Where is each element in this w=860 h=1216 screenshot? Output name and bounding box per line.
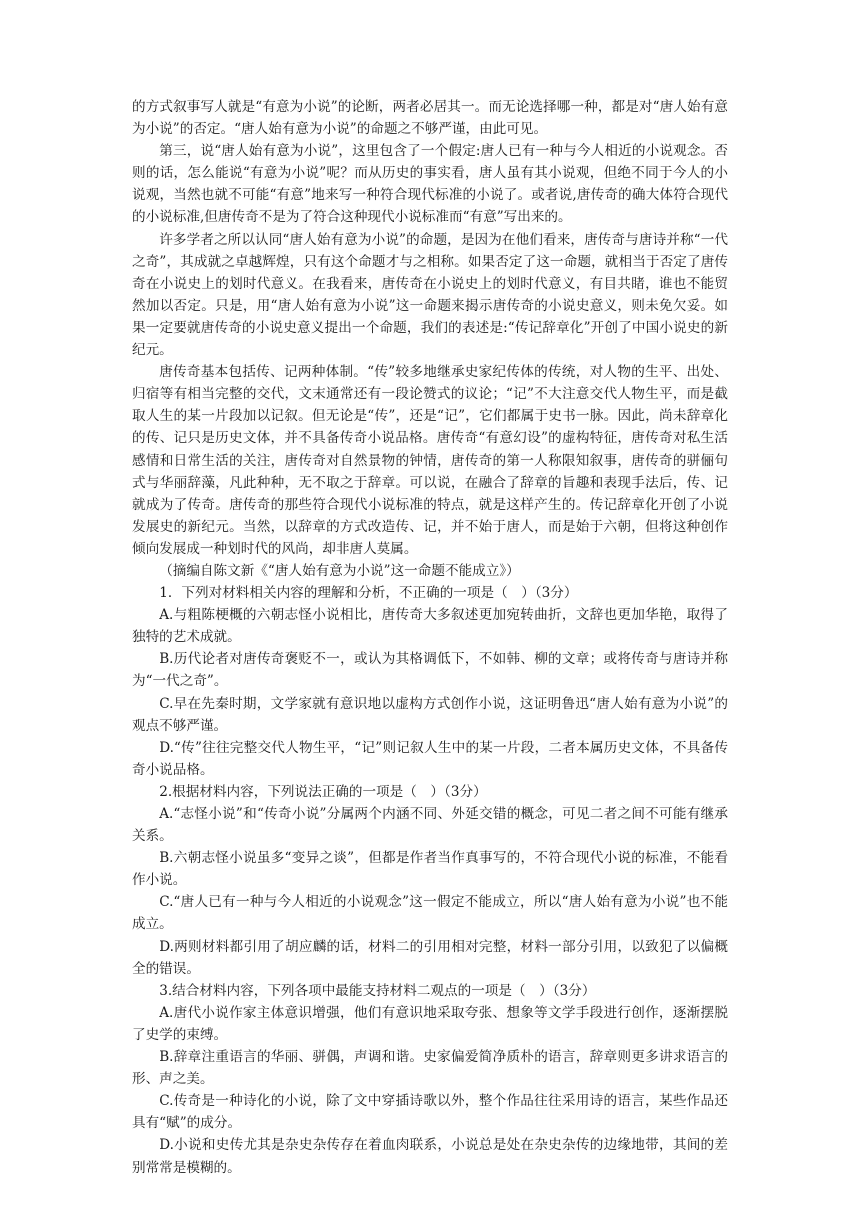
question-1: 1．下列对材料相关内容的理解和分析，不正确的一项是（ ）（3分）: [159, 585, 578, 602]
q2-option-c: C.“唐人已有一种与今人相近的小说观念”这一假定不能成立，所以“唐人始有意为小说”也不能成立。: [132, 894, 728, 933]
paragraph-third-point: 第三，说“唐人始有意为小说”，这里包含了一个假定:唐人已有一种与今人相近的小说观念。否则的话，怎么能说“有意为小说”呢？而从历史的事实看，唐人虽有其小说观，但绝不同于今人的小说观，当然也就不可能“有意”地来写一种符合现代标准的小说了。或者说,唐传奇的确大体符合现代的小说标准,但唐传奇不是为了符合这种现代小说标准而“有意”写出来的。: [132, 143, 728, 226]
q3-option-b: B.辞章注重语言的华丽、骈偶，声调和谐。史家偏爱简净质朴的语言，辞章则更多讲求语言的形、声之美。: [132, 1049, 728, 1088]
paragraph-scholars: 许多学者之所以认同“唐人始有意为小说”的命题，是因为在他们看来，唐传奇与唐诗并称“一代之奇”，其成就之卓越辉煌，只有这个命题才与之相称。如果否定了这一命题，就相当于否定了唐传奇在小说史上的划时代意义。在我看来，唐传奇在小说史上的划时代意义，有目共睹，谁也不能贸然加以否定。只是，用“唐人始有意为小说”这一命题来揭示唐传奇的小说史意义，则未免欠妥。如果一定要就唐传奇的小说史意义提出一个命题，我们的表述是:“传记辞章化”开创了中国小说史的新纪元。: [132, 231, 728, 359]
q3-option-c: C.传奇是一种诗化的小说，除了文中穿插诗歌以外，整个作品往往采用诗的语言，某些作品还具有“赋”的成分。: [132, 1093, 728, 1132]
q2-option-d: D.两则材料都引用了胡应麟的话，材料二的引用相对完整，材料一部分引用，以致犯了以偏概全的错误。: [132, 938, 728, 977]
q3-option-d: D.小说和史传尤其是杂史杂传存在着血肉联系，小说总是处在杂史杂传的边缘地带，其间的差别常常是模糊的。: [132, 1137, 728, 1176]
question-2: 2.根据材料内容，下列说法正确的一项是（ ）（3分）: [159, 783, 487, 800]
source-citation: （摘编自陈文新《“唐人始有意为小说”这一命题不能成立》）: [159, 562, 520, 579]
paragraph-continuation: 的方式叙事写人就是“有意为小说”的论断，两者必居其一。而无论选择哪一种，都是对“唐人始有意为小说”的否定。“唐人始有意为小说”的命题之不够严谨，由此可见。: [132, 99, 728, 138]
question-3: 3.结合材料内容，下列各项中最能支持材料二观点的一项是（ ）（3分）: [159, 982, 596, 999]
q1-option-a: A.与粗陈梗概的六朝志怪小说相比，唐传奇大多叙述更加宛转曲折，文辞也更加华艳，取得了独特的艺术成就。: [132, 607, 728, 646]
q1-option-d: D.“传”往往完整交代人物生平，“记”则记叙人生中的某一片段，二者本属历史文体，不具备传奇小说品格。: [132, 739, 728, 778]
q1-option-c: C.早在先秦时期，文学家就有意识地以虚构方式创作小说，这证明鲁迅“唐人始有意为小说”的观点不够严谨。: [132, 695, 728, 734]
q1-option-b: B.历代论者对唐传奇褒贬不一，或认为其格调低下，不如韩、柳的文章；或将传奇与唐诗并称为“一代之奇”。: [132, 651, 728, 690]
paragraph-chuanqi-forms: 唐传奇基本包括传、记两种体制。“传”较多地继承史家纪传体的传统，对人物的生平、出处、归宿等有相当完整的交代，文末通常还有一段论赞式的议论；“记”不大注意交代人物生平，而是截取人生的某一片段加以记叙。但无论是“传”，还是“记”，它们都属于史书一脉。因此，尚未辞章化的传、记只是历史文体，并不具备传奇小说品格。唐传奇“有意幻设”的虚构特征，唐传奇对私生活感情和日常生活的关注，唐传奇对自然景物的钟情，唐传奇的第一人称限知叙事，唐传奇的骈俪句式与华丽辞藻，凡此种种，无不取之于辞章。可以说，在融合了辞章的旨趣和表现手法后，传、记就成为了传奇。唐传奇的那些符合现代小说标准的特点，就是这样产生的。传记辞章化开创了小说发展史的新纪元。当然，以辞章的方式改造传、记，并不始于唐人，而是始于六朝，但将这种创作倾向发展成一种划时代的风尚，却非唐人莫属。: [132, 364, 728, 557]
q2-option-b: B.六朝志怪小说虽多“变异之谈”，但都是作者当作真事写的，不符合现代小说的标准，不能看作小说。: [132, 850, 728, 889]
q3-option-a: A.唐代小说作家主体意识增强，他们有意识地采取夸张、想象等文学手段进行创作，逐渐摆脱了史学的束缚。: [132, 1004, 728, 1043]
q2-option-a: A.“志怪小说”和“传奇小说”分属两个内涵不同、外延交错的概念，可见二者之间不可能有继承关系。: [132, 806, 728, 845]
